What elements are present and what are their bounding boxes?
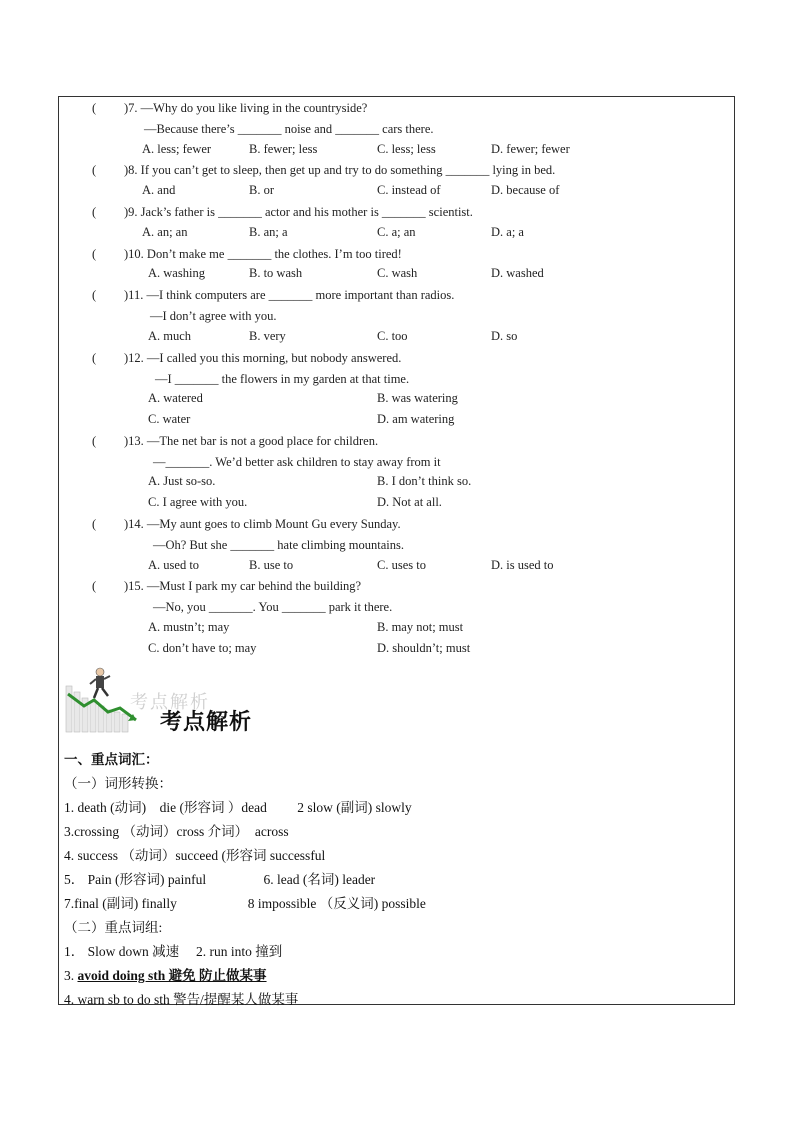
option-a: A. used to [148,558,200,572]
answer-blank[interactable]: ( [92,205,115,219]
option-d: D. is used to [491,558,554,572]
option-a: A. mustn’t; may [148,620,230,634]
option-b: B. or [249,183,274,197]
option-d: D. washed [491,266,544,280]
phrase-line-1: 1． Slow down 减速 2. run into 撞到 [64,944,283,959]
option-b: B. an; a [249,225,288,239]
option-a: A. and [142,183,176,197]
answer-blank[interactable]: ( [92,247,115,261]
running-person-icon [90,668,110,698]
phrase-number: 3. [64,968,78,983]
section-banner-title: 考点解析 [160,710,253,735]
option-a: A. washing [148,266,205,280]
question-stem: )9. Jack’s father is _______ actor and his mother is _______ scientist. [124,205,473,219]
question-11-reply: —I don’t agree with you. [150,309,277,323]
option-d: D. am watering [377,412,455,426]
option-a: A. less; fewer [142,142,212,156]
phrase-line-3: 4. warn sb to do sth 警告/提醒某人做某事 [64,992,299,1007]
banner-watermark: 考点解析 [130,692,210,713]
question-stem: )8. If you can’t get to sleep, then get up and try to do something _______ lying in bed. [124,163,556,177]
option-a: A. an; an [142,225,188,239]
question-12-reply: —I _______ the flowers in my garden at that time. [155,372,410,386]
option-a: A. Just so-so. [148,474,216,488]
phrase-text: avoid doing sth 避免 防止做某事 [77,968,267,983]
subheading-key-phrases: （二）重点词组: [64,920,163,935]
question-14-reply: —Oh? But she _______ hate climbing mountains. [153,538,405,552]
option-b: B. to wash [249,266,303,280]
vocab-line-2: 3.crossing （动词）cross 介词） across [64,824,289,839]
option-b: B. use to [249,558,294,572]
option-d: D. because of [491,183,560,197]
answer-blank[interactable]: ( [92,579,115,593]
question-stem: )13. —The net bar is not a good place for children. [124,434,379,448]
option-c: C. uses to [377,558,426,572]
vocab-line-4: 5． Pain (形容词) painful 6. lead (名词) leader [64,872,376,887]
option-d: D. shouldn’t; must [377,641,471,655]
answer-blank[interactable]: ( [92,101,115,115]
option-a: A. watered [148,391,203,405]
answer-blank[interactable]: ( [92,517,115,531]
option-d: D. a; a [491,225,524,239]
vocab-line-3: 4. success （动词）succeed (形容词 successful [64,848,326,863]
option-b: B. I don’t think so. [377,474,472,488]
answer-blank[interactable]: ( [92,351,115,365]
question-stem: )14. —My aunt goes to climb Mount Gu every Sunday. [124,517,401,531]
answer-blank[interactable]: ( [92,288,115,302]
option-c: C. instead of [377,183,441,197]
option-b: B. was watering [377,391,458,405]
vocab-line-1: 1. death (动词) die (形容词 ）dead 2 slow (副词) slowly [64,800,412,815]
option-a: A. much [148,329,192,343]
heading-key-vocabulary: 一、重点词汇： [64,752,159,767]
option-d: D. fewer; fewer [491,142,570,156]
answer-blank[interactable]: ( [92,434,115,448]
option-b: B. may not; must [377,620,464,634]
question-13-reply: —_______. We’d better ask children to stay away from it [153,455,441,469]
question-stem: )7. —Why do you like living in the countryside? [124,101,368,115]
option-c: C. less; less [377,142,436,156]
question-stem: )10. Don’t make me _______ the clothes. I’m too tired! [124,247,402,261]
option-c: C. I agree with you. [148,495,248,509]
question-15-reply: —No, you _______. You _______ park it there. [153,600,393,614]
vocab-line-5: 7.final (副词) finally 8 impossible （反义词) possible [64,896,426,911]
option-c: C. water [148,412,191,426]
question-stem: )12. —I called you this morning, but nobody answered. [124,351,402,365]
question-stem: )11. —I think computers are _______ more important than radios. [124,288,455,302]
option-d: D. Not at all. [377,495,442,509]
option-c: C. don’t have to; may [148,641,257,655]
question-7-reply: —Because there’s _______ noise and _______ cars there. [144,122,434,136]
answer-blank[interactable]: ( [92,163,115,177]
option-d: D. so [491,329,518,343]
option-c: C. a; an [377,225,416,239]
option-c: C. wash [377,266,418,280]
question-stem: )15. —Must I park my car behind the building? [124,579,362,593]
phrase-line-2 [64,964,267,984]
option-b: B. fewer; less [249,142,318,156]
subheading-word-forms: （一）词形转换： [64,776,172,791]
option-c: C. too [377,329,408,343]
option-b: B. very [249,329,286,343]
